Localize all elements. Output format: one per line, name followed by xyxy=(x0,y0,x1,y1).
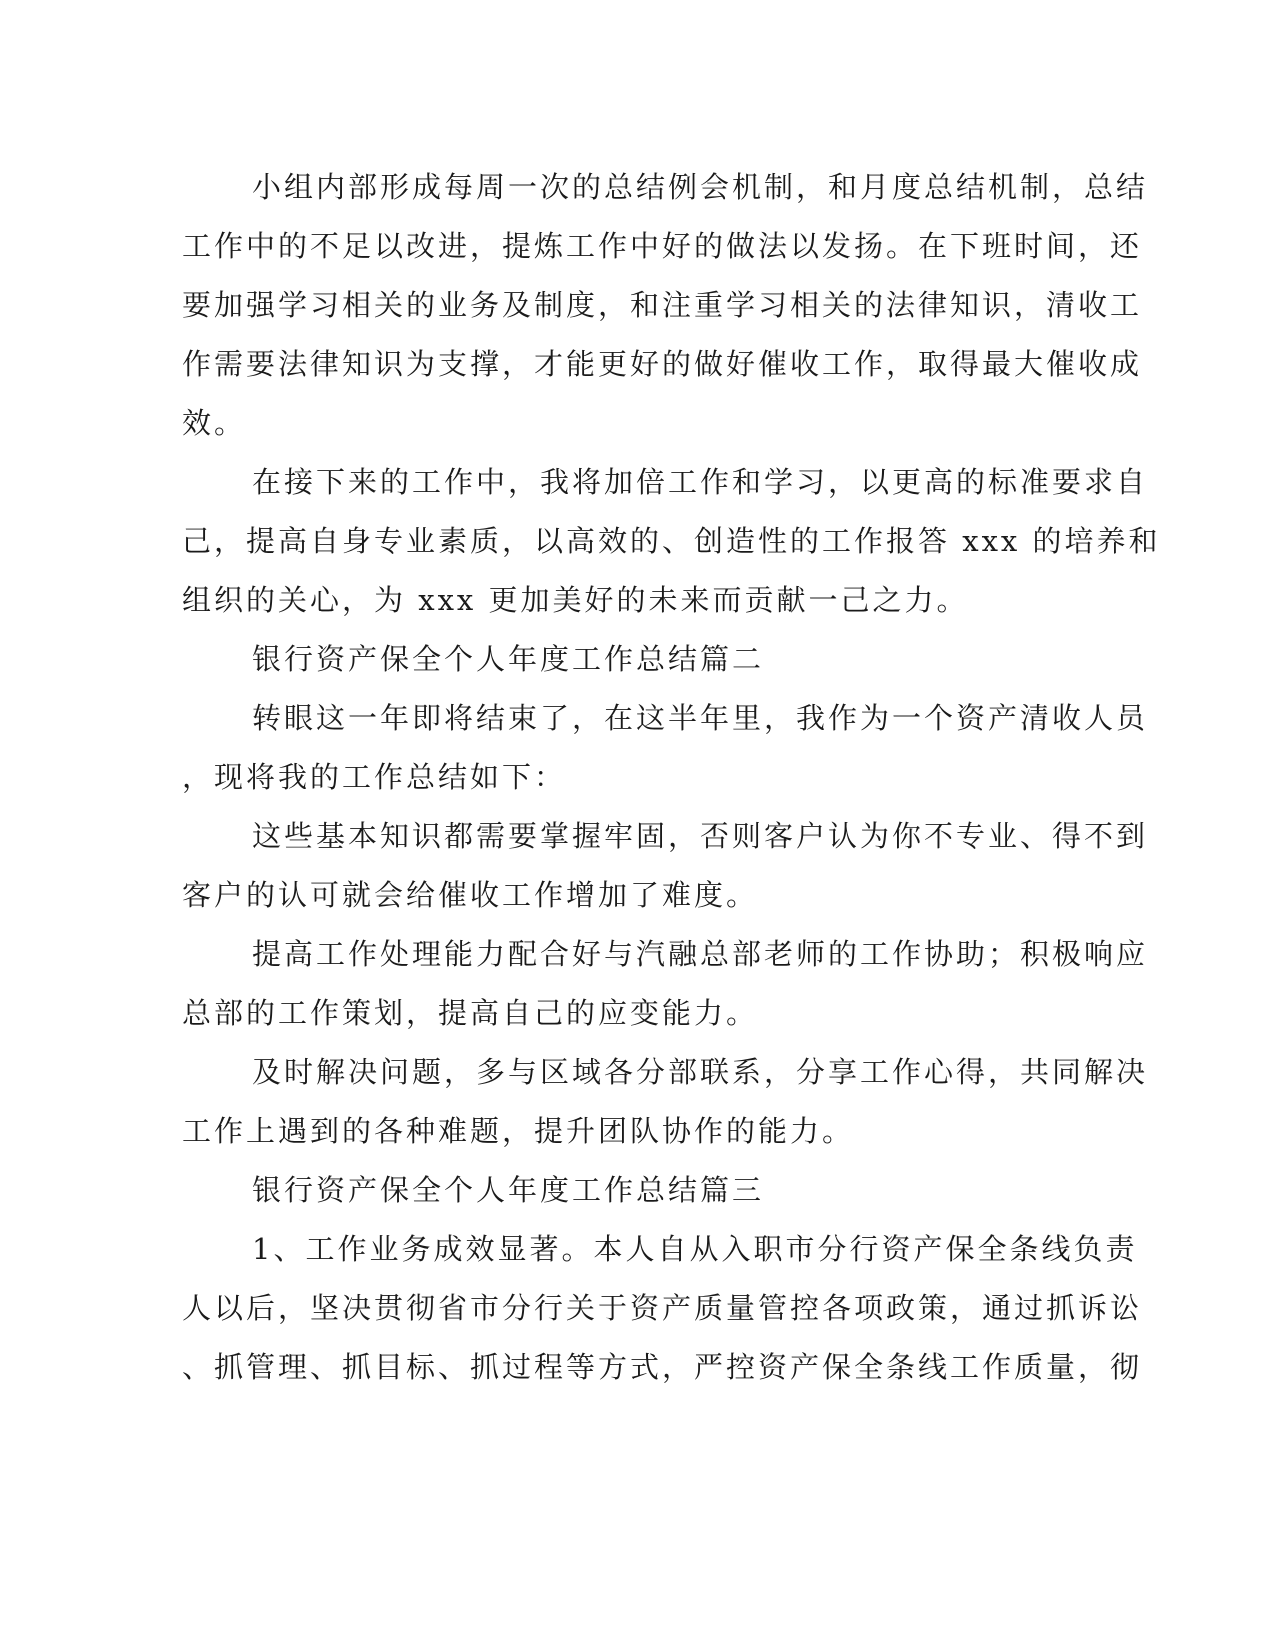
text-line: 组织的关心，为 xxx 更加美好的未来而贡献一己之力。 xyxy=(182,583,969,617)
text-line: 效。 xyxy=(182,406,247,440)
text-line: 小组内部形成每周一次的总结例会机制，和月度总结机制，总结 xyxy=(252,170,1149,204)
text-line: 作需要法律知识为支撑，才能更好的做好催收工作，取得最大催收成 xyxy=(182,347,1143,381)
text-line: 总部的工作策划，提高自己的应变能力。 xyxy=(182,996,759,1030)
text-line: 客户的认可就会给催收工作增加了难度。 xyxy=(182,878,759,912)
text-line: 工作中的不足以改进，提炼工作中好的做法以发扬。在下班时间，还 xyxy=(182,229,1143,263)
text-line: 人以后，坚决贯彻省市分行关于资产质量管控各项政策，通过抓诉讼 xyxy=(182,1291,1143,1325)
section-heading: 银行资产保全个人年度工作总结篇二 xyxy=(252,642,765,676)
text-line: 提高工作处理能力配合好与汽融总部老师的工作协助；积极响应 xyxy=(252,937,1149,971)
section-heading: 银行资产保全个人年度工作总结篇三 xyxy=(252,1173,765,1207)
text-line: ，现将我的工作总结如下： xyxy=(182,760,567,794)
text-line: 要加强学习相关的业务及制度，和注重学习相关的法律知识，清收工 xyxy=(182,288,1143,322)
text-line: 这些基本知识都需要掌握牢固，否则客户认为你不专业、得不到 xyxy=(252,819,1149,853)
text-line: 1、工作业务成效显著。本人自从入职市分行资产保全条线负责 xyxy=(252,1232,1138,1266)
text-line: 转眼这一年即将结束了，在这半年里，我作为一个资产清收人员 xyxy=(252,701,1149,735)
text-line: 工作上遇到的各种难题，提升团队协作的能力。 xyxy=(182,1114,855,1148)
text-line: 己，提高自身专业素质，以高效的、创造性的工作报答 xxx 的培养和 xyxy=(182,524,1161,558)
document-body xyxy=(182,158,1161,1397)
text-line: 在接下来的工作中，我将加倍工作和学习，以更高的标准要求自 xyxy=(252,465,1149,499)
text-line: 、抓管理、抓目标、抓过程等方式，严控资产保全条线工作质量，彻 xyxy=(182,1350,1143,1384)
text-line: 及时解决问题，多与区域各分部联系，分享工作心得，共同解决 xyxy=(252,1055,1149,1089)
